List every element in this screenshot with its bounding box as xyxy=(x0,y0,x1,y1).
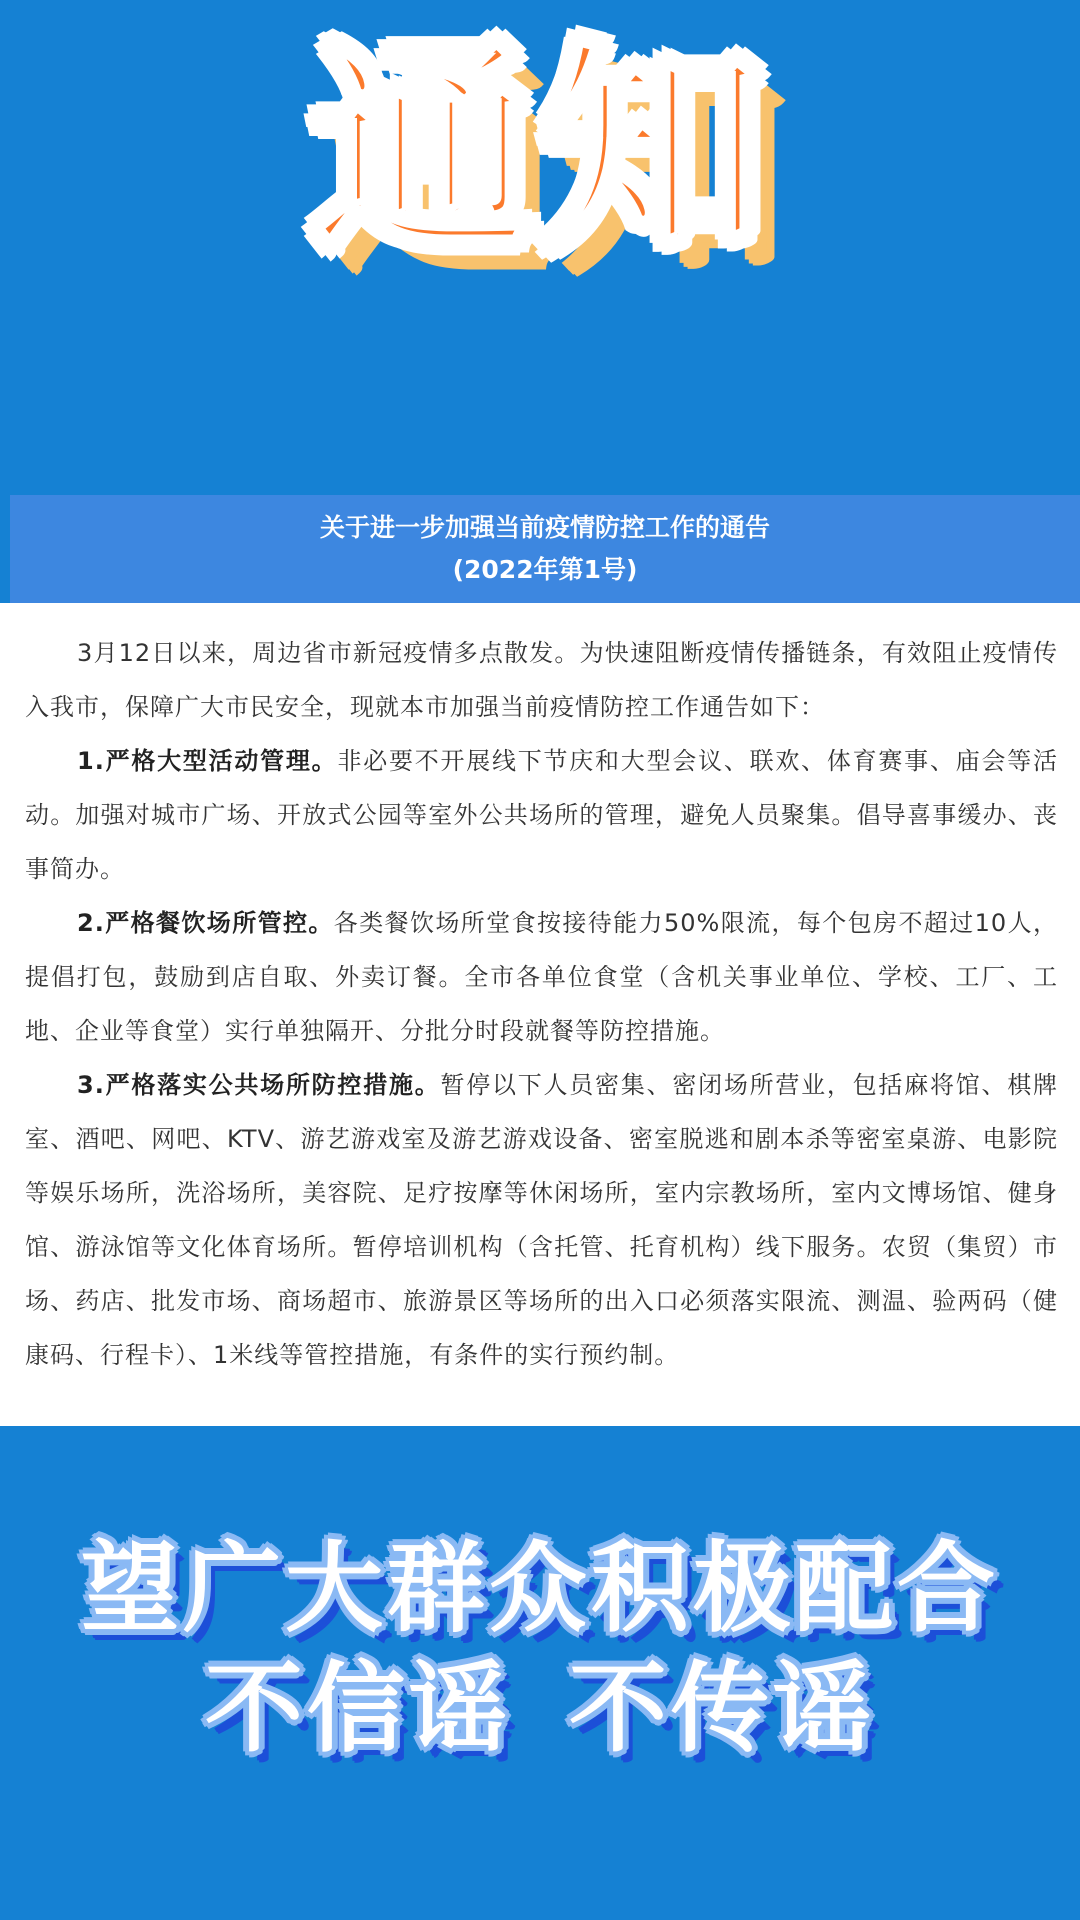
notice-title: 关于进一步加强当前疫情防控工作的通告 xyxy=(319,513,770,542)
notice-item-2 xyxy=(25,896,1058,1058)
notice-item-1-heading: 1.严格大型活动管理。 xyxy=(77,747,338,775)
notice-item-1-text: 非必要不开展线下节庆和大型会议、联欢、体育赛事、庙会等活动。加强对城市广场、开放式公园等室外公共场所的管理，避免人员聚集。倡导喜事缓办、丧事简办。 xyxy=(25,747,1058,883)
notice-item-2-heading: 2.严格餐饮场所管控。 xyxy=(77,909,334,937)
notice-item-2-text: 各类餐饮场所堂食按接待能力50%限流，每个包房不超过10人，提倡打包，鼓励到店自取、外卖订餐。全市各单位食堂（含机关事业单位、学校、工厂、工地、企业等食堂）实行单独隔开、分批分时段就餐等防控措施。 xyxy=(25,909,1058,1045)
bottom-banner xyxy=(0,1426,1080,1920)
notice-item-3-heading: 3.严格落实公共场所防控措施。 xyxy=(77,1071,441,1099)
top-banner xyxy=(0,0,1080,495)
notice-header xyxy=(10,495,1080,603)
notice-item-1 xyxy=(25,734,1058,896)
notice-number: (2022年第1号) xyxy=(452,555,638,584)
banner-title: 通知 xyxy=(311,21,769,283)
slogan-line-1: 望广大群众积极配合 xyxy=(80,1532,999,1646)
notice-item-3-text: 暂停以下人员密集、密闭场所营业，包括麻将馆、棋牌室、酒吧、网吧、KTV、游艺游戏室及游艺游戏设备、密室脱逃和剧本杀等密室桌游、电影院等娱乐场所，洗浴场所，美容院、足疗按摩等休闲场所，室内宗教场所，室内文博场馆、健身馆、游泳馆等文化体育场所。暂停培训机构（含托管、托育机构）线下服务。农贸（集贸）市场、药店、批发市场、商场超市、旅游景区等场所的出入口必须落实限流、测温、验两码（健康码、行程卡）、1米线等管控措施，有条件的实行预约制。 xyxy=(25,1071,1058,1369)
slogan-line-2: 不信谣 不传谣 xyxy=(204,1652,876,1766)
notice-body xyxy=(0,603,1080,1426)
notice-intro: 3月12日以来，周边省市新冠疫情多点散发。为快速阻断疫情传播链条，有效阻止疫情传入我市，保障广大市民安全，现就本市加强当前疫情防控工作通告如下： xyxy=(25,639,1058,721)
notice-item-3 xyxy=(25,1058,1058,1382)
